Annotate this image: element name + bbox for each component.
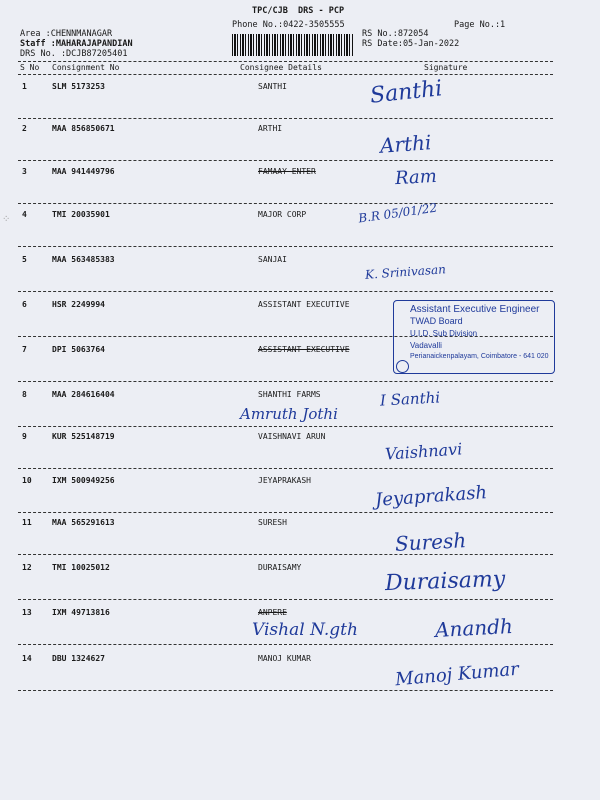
rs-date: RS Date:05-Jan-2022 bbox=[362, 39, 460, 49]
official-stamp bbox=[393, 300, 555, 374]
col-consignee: Consignee Details bbox=[240, 63, 322, 72]
handwritten-signature: K. Srinivasan bbox=[364, 262, 447, 282]
row-consignment-no: MAA 563485383 bbox=[52, 255, 115, 264]
row-sno: 2 bbox=[22, 124, 27, 133]
row-consignment-no: IXM 49713816 bbox=[52, 608, 110, 617]
row-consignment-no: TMI 10025012 bbox=[52, 563, 110, 572]
header-divider bbox=[18, 61, 553, 62]
row-divider bbox=[18, 599, 553, 600]
stamp-circle-mark bbox=[396, 360, 409, 373]
row-divider bbox=[18, 203, 553, 204]
row-sno: 7 bbox=[22, 345, 27, 354]
row-consignee: SANJAI bbox=[258, 255, 287, 264]
row-consignment-no: HSR 2249994 bbox=[52, 300, 105, 309]
handwritten-signature: Ram bbox=[394, 165, 438, 190]
row-divider bbox=[18, 644, 553, 645]
row-consignee: ASSISTANT EXECUTIVE bbox=[258, 300, 350, 309]
col-sno: S No bbox=[20, 63, 40, 72]
row-divider bbox=[18, 246, 553, 247]
handwritten-signature: Arthi bbox=[379, 130, 433, 158]
row-divider bbox=[18, 291, 553, 292]
handwritten-signature: Anandh bbox=[434, 613, 514, 643]
row-consignee: ASSISTANT EXECUTIVE bbox=[258, 345, 350, 354]
row-consignment-no: DBU 1324627 bbox=[52, 654, 105, 663]
handwritten-signature: Vaishnavi bbox=[384, 439, 463, 464]
row-consignment-no: MAA 941449796 bbox=[52, 167, 115, 176]
row-consignee: DURAISAMY bbox=[258, 563, 302, 572]
row-consignment-no: IXM 500949256 bbox=[52, 476, 115, 485]
scan-smudge: ⁘ bbox=[2, 214, 11, 225]
col-signature: Signature bbox=[424, 63, 468, 72]
barcode bbox=[232, 34, 354, 56]
row-sno: 8 bbox=[22, 390, 27, 399]
col-consignment: Consignment No bbox=[52, 63, 120, 72]
row-consignee: JEYAPRAKASH bbox=[258, 476, 311, 485]
row-consignment-no: TMI 20035901 bbox=[52, 210, 110, 219]
row-divider bbox=[18, 468, 553, 469]
row-consignee: SHANTHI FARMS bbox=[258, 390, 321, 399]
row-consignee: SANTHI bbox=[258, 82, 287, 91]
row-sno: 4 bbox=[22, 210, 27, 219]
handwritten-signature: Jeyaprakash bbox=[374, 482, 488, 511]
row-sno: 14 bbox=[22, 654, 32, 663]
phone-number: Phone No.:0422-3505555 bbox=[232, 20, 345, 30]
row-divider bbox=[18, 690, 553, 691]
row-sno: 6 bbox=[22, 300, 27, 309]
stamp-line-4: Vadavalli bbox=[410, 341, 442, 350]
handwritten-signature: Manoj Kumar bbox=[394, 658, 520, 691]
row-sno: 10 bbox=[22, 476, 32, 485]
row-consignee: MANOJ KUMAR bbox=[258, 654, 311, 663]
row-sno: 5 bbox=[22, 255, 27, 264]
row-divider bbox=[18, 512, 553, 513]
row-consignee: ANPERE bbox=[258, 608, 287, 617]
row-divider bbox=[18, 381, 553, 382]
drs-number: DRS No. :DCJB87205401 bbox=[20, 49, 128, 59]
doc-title: TPC/CJB DRS - PCP bbox=[252, 6, 345, 16]
handwritten-note-row8: Amruth Jothi bbox=[240, 405, 338, 423]
row-sno: 13 bbox=[22, 608, 32, 617]
row-divider bbox=[18, 426, 553, 427]
row-consignment-no: MAA 565291613 bbox=[52, 518, 115, 527]
row-consignment-no: MAA 284616404 bbox=[52, 390, 115, 399]
row-consignment-no: SLM 5173253 bbox=[52, 82, 105, 91]
staff-label: Staff :MAHARAJAPANDIAN bbox=[20, 39, 133, 49]
stamp-line-3: U.I.D. Sub Division bbox=[410, 329, 478, 338]
handwritten-signature: B.R 05/01/22 bbox=[357, 200, 438, 226]
handwritten-signature: I Santhi bbox=[379, 388, 441, 410]
row-sno: 9 bbox=[22, 432, 27, 441]
page-number: Page No.:1 bbox=[454, 20, 506, 30]
row-sno: 11 bbox=[22, 518, 32, 527]
handwritten-signature: Duraisamy bbox=[384, 566, 506, 597]
row-sno: 12 bbox=[22, 563, 32, 572]
handwritten-signature: Suresh bbox=[394, 528, 467, 556]
stamp-line-5: Perianaickenpalayam, Coimbatore - 641 020 bbox=[410, 353, 549, 360]
row-divider bbox=[18, 160, 553, 161]
row-consignee: SURESH bbox=[258, 518, 287, 527]
row-consignee: MAJOR CORP bbox=[258, 210, 307, 219]
row-consignee: ARTHI bbox=[258, 124, 283, 133]
column-divider bbox=[18, 74, 553, 75]
row-consignment-no: DPI 5063764 bbox=[52, 345, 105, 354]
row-consignee: VAISHNAVI ARUN bbox=[258, 432, 326, 441]
row-consignee: FAMAAY ENTER bbox=[258, 167, 316, 176]
stamp-line-2: TWAD Board bbox=[410, 316, 463, 326]
handwritten-note-row13: Vishal N.gth bbox=[252, 620, 358, 640]
row-divider bbox=[18, 118, 553, 119]
stamp-line-1: Assistant Executive Engineer bbox=[410, 304, 540, 315]
row-consignment-no: MAA 856850671 bbox=[52, 124, 115, 133]
row-consignment-no: KUR 525148719 bbox=[52, 432, 115, 441]
row-sno: 1 bbox=[22, 82, 27, 91]
rs-number: RS No.:872054 bbox=[362, 29, 429, 39]
row-divider bbox=[18, 554, 553, 555]
area-label: Area :CHENNMANAGAR bbox=[20, 29, 113, 39]
handwritten-signature: Santhi bbox=[368, 76, 444, 109]
row-sno: 3 bbox=[22, 167, 27, 176]
